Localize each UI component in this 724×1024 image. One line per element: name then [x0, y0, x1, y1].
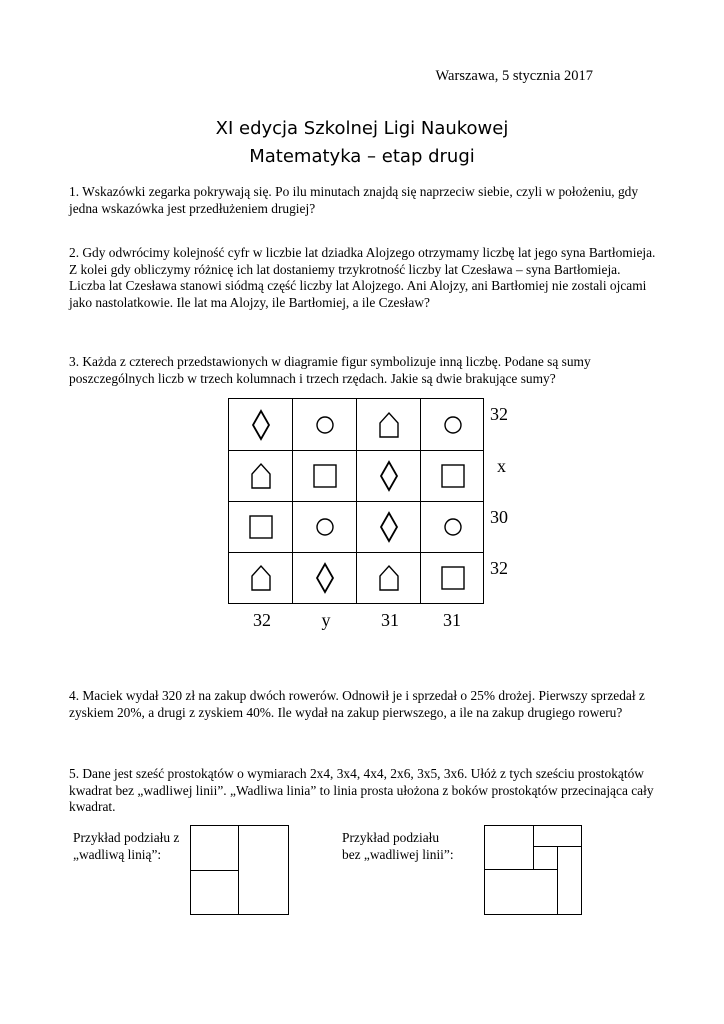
problem-4-text: 4. Maciek wydał 320 zł na zakup dwóch rowerów. Odnowił je i sprzedał o 25% drożej. Pierwszy sprzedał z zyskiem 20%, a drugi z zyskiem 40%. Ile wydał na zakup pierwszego, a ile na zakup drugiego roweru?	[69, 688, 645, 720]
col-sum-4: 31	[443, 610, 461, 630]
house-icon	[245, 561, 277, 595]
example-good-label-line1: Przykład podziału	[342, 830, 440, 845]
example-faulty-figure	[190, 825, 289, 915]
problem-1-text: 1. Wskazówki zegarka pokrywają się. Po ilu minutach znajdą się naprzeciw siebie, czyli w położeniu, gdy jedna wskazówka jest przedłużeniem drugiej?	[69, 184, 639, 216]
row-sum-3: 30	[490, 507, 508, 527]
problem-3-text: 3. Każda z czterech przedstawionych w diagramie figur symbolizuje inną liczbę. Podane są sumy poszczególnych liczb w trzech kolumnach i trzech rzędach. Jakie są dwie brakujące sumy?	[69, 354, 591, 386]
house-icon	[245, 459, 277, 493]
col-sum-2: y	[321, 610, 331, 630]
circle-icon	[309, 408, 341, 442]
square-icon	[437, 561, 469, 595]
problem-5-text: 5. Dane jest sześć prostokątów o wymiarach 2x4, 3x4, 4x4, 2x6, 3x5, 3x6. Ułóż z tych sześciu prostokątów kwadrat bez „wadliwej linii”. „Wadliwa linia” to linia prosta ułożona z boków prostokątów przecinająca cały kwadrat.	[69, 766, 654, 814]
example-good-label-line2: bez „wadliwej linii”:	[342, 846, 454, 862]
example-faulty-label-line2: „wadliwą linią”:	[73, 846, 162, 862]
circle-icon	[309, 510, 341, 544]
house-icon	[373, 561, 405, 595]
page-title: XI edycja Szkolnej Ligi Naukowej	[215, 118, 509, 139]
inner-rect	[557, 846, 582, 915]
example-good-label	[342, 830, 454, 863]
figure-diagram	[228, 398, 484, 604]
problem-5	[69, 766, 659, 816]
problem-1	[69, 184, 659, 217]
problem-2-text: 2. Gdy odwrócimy kolejność cyfr w liczbie lat dziadka Alojzego otrzymamy liczbę lat jego syna Bartłomieja. Z kolei gdy obliczymy różnicę ich lat dostaniemy trzykrotność liczby lat Czesława – syna Bartłomieja. Liczba lat Czesława stanowi siódmą część liczby lat Alojzego. Ani Alojzy, ani Bartłomiej nie zostali ojcami jako nastolatkowie. Ile lat ma Alojzy, ile Bartłomiej, a ile Czesław?	[69, 245, 656, 310]
problem-2	[69, 245, 659, 311]
row-sum-4: 32	[490, 558, 508, 578]
problem-3	[69, 354, 659, 387]
square-icon	[309, 459, 341, 493]
example-good-figure	[484, 825, 582, 915]
col-sum-3: 31	[381, 610, 399, 630]
divider-line	[190, 870, 239, 871]
diamond-icon	[309, 561, 341, 595]
circle-icon	[437, 510, 469, 544]
grid-line	[229, 450, 483, 451]
inner-rect	[533, 825, 582, 847]
inner-rect	[484, 869, 558, 915]
diamond-icon	[245, 408, 277, 442]
diamond-icon	[373, 459, 405, 493]
grid-line	[229, 552, 483, 553]
example-faulty-label-line1: Przykład podziału z	[73, 830, 180, 845]
house-icon	[373, 408, 405, 442]
example-faulty-label	[73, 830, 179, 863]
col-sum-1: 32	[253, 610, 271, 630]
inner-rect	[533, 846, 558, 870]
page-subtitle: Matematyka – etap drugi	[249, 146, 475, 167]
square-icon	[437, 459, 469, 493]
diamond-icon	[373, 510, 405, 544]
row-sum-1: 32	[490, 404, 508, 424]
grid-line	[229, 501, 483, 502]
square-icon	[245, 510, 277, 544]
row-sum-2: x	[497, 456, 506, 476]
circle-icon	[437, 408, 469, 442]
inner-rect	[484, 825, 534, 870]
problem-4	[69, 688, 659, 721]
date-line: Warszawa, 5 stycznia 2017	[435, 68, 593, 84]
